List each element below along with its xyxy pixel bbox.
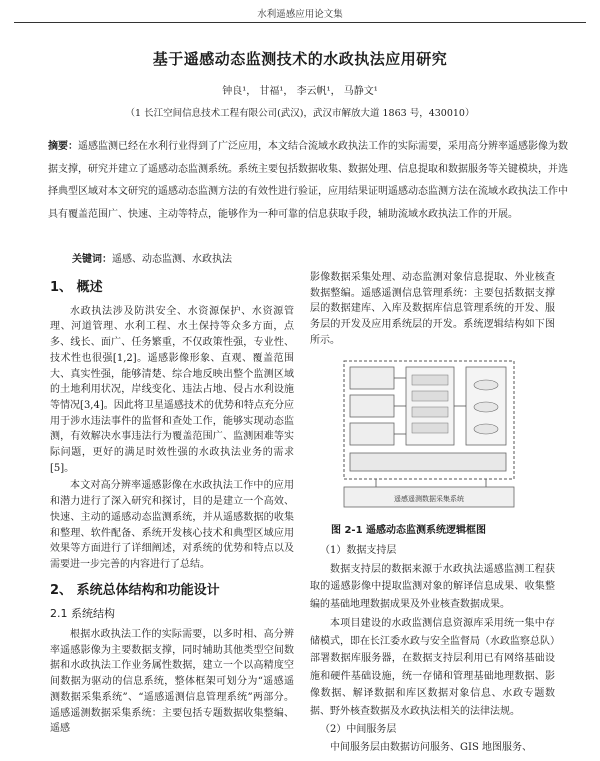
diagram-database-2 xyxy=(474,402,498,412)
diagram-box-2 xyxy=(350,395,394,417)
diagram-box-3 xyxy=(350,423,394,445)
header-rule xyxy=(14,22,586,23)
section-1-paragraph-2: 本文对高分辨率遥感影像在水政执法工作中的应用和潜力进行了深入研究和探讨，目的是建立一个高效、快速、主动的遥感动态监测系统，并从遥感数据的收集和整理、软件配备、系统开发核心技术和典型区域应用效果等方面进行了详细阐述，对系统的优势和特点以及需要进一步完善的内容进行了总结。 xyxy=(50,480,294,570)
diagram-database-3 xyxy=(474,424,498,434)
diagram-middle-item-4 xyxy=(412,423,448,433)
authors: 钟良¹， 甘福¹， 李云帆¹， 马静文¹ xyxy=(222,86,378,97)
abstract-text: 遥感监测已经在水利行业得到了广泛应用，本文结合流域水政执法工作的实际需要，采用高分辨率遥感影像为数据支撑，研究并建立了遥感动态监测系统。系统主要包括数据收集、数据处理、信息提取和数据服务等关键模块，并选择典型区域对本文研究的遥感动态监测方法的有效性进行验证，应用结果证明遥感动态监测方法在流域水政执法工作中具有覆盖范围广、快速、主动等特点，能够作为一种可靠的信息获取手段，辅助流域水政执法工作的开展。 xyxy=(48,141,568,220)
diagram-bottom-band xyxy=(350,453,506,471)
affiliation: （1 长江空间信息技术工程有限公司(武汉)，武汉市解放大道 1863 号，430010） xyxy=(125,108,475,119)
section-2-heading: 2、 系统总体结构和功能设计 xyxy=(50,582,220,598)
system-logic-diagram xyxy=(336,355,536,521)
diagram-footer-label: 遥感遥测数据采集系统 xyxy=(394,494,464,503)
abstract-label: 摘要： xyxy=(48,141,78,152)
right-paragraph-top: 影像数据采集处理、动态监测对象信息提取、外业核查数据整编。遥感遥测信息管理系统：主要包括数据支撑层的数据建库、入库及数据库信息管理系统的开发、服务层的开发及应用系统层的开发。系统逻辑结构如下图所示。 xyxy=(310,272,555,346)
right-paragraph-1: 数据支持层的数据来源于水政执法遥感监测工程获取的遥感影像中提取监测对象的解译信息成果、收集整编的基础地理数据成果及外业核查数据成果。 xyxy=(310,563,555,610)
right-paragraph-3: 中间服务层由数据访问服务、GIS 地图服务、 xyxy=(330,741,532,753)
section-2-1-heading: 2.1 系统结构 xyxy=(50,607,115,621)
right-column xyxy=(310,270,555,758)
right-paragraph-2: 本项目建设的水政监测信息资源库采用统一集中存储模式，即在长江委水政与安全监督局（水政监察总队）部署数据库服务器，在数据支持层利用已有网络基础设施和硬件基础设施，统一存储和管理基础地理数据、影像数据、解译数据和库区数据对象信息、水政专题数据、野外核查数据及水政执法相关的法律法规。 xyxy=(310,618,555,717)
abstract xyxy=(48,136,568,226)
paper-title: 基于遥感动态监测技术的水政执法应用研究 xyxy=(152,50,448,68)
keywords xyxy=(72,250,572,265)
running-head: 水利遥感应用论文集 xyxy=(257,9,343,20)
left-column xyxy=(50,270,294,739)
subsection-2-heading: （2）中间服务层 xyxy=(320,724,397,736)
diagram-middle-item-3 xyxy=(412,407,448,417)
subsection-1-heading: （1）数据支持层 xyxy=(320,544,397,556)
figure-caption: 图 2-1 遥感动态监测系统逻辑框图 xyxy=(330,525,487,537)
keywords-label: 关键词： xyxy=(72,254,112,265)
section-1-paragraph-1: 水政执法涉及防洪安全、水资源保护、水资源管理、河道管理、水利工程、水土保持等众多方面，点多、线长、面广、任务繁重，不仅政策性强，专业性、技术性也很强[1,2]。遥感影像形象、直观、覆盖范围大、真实性强，能够清楚、综合地反映出整个监测区域的土地利用状况，岸线变化、违法占地、侵占水利设施等情况[3,4]。因此将卫星遥感技术的优势和特点充分应用于涉水违法事件的监督和查处工作，能够实现动态监测，有效解决水事违法行为覆盖范围广、监测困难等实际问题，更好的满足时效性强的水政执法业务的需求[5]。 xyxy=(50,305,294,474)
section-1-heading: 1、 概述 xyxy=(50,280,103,295)
section-2-1-paragraph: 根据水政执法工作的实际需要，以多时相、高分辨率遥感影像为主要数据支撑，同时辅助其他类型空间数据和水政执法工作业务属性数据，建立一个以高精度空间数据为驱动的信息系统，整体框架可划分为“遥感遥测数据采集系统”、“遥感遥测信息管理系统”两部分。遥感遥测数据采集系统：主要包括专题数据收集整编、遥感 xyxy=(50,629,294,735)
diagram-box-1 xyxy=(350,367,394,389)
keywords-text: 遥感、动态监测、水政执法 xyxy=(112,254,232,265)
diagram-database-1 xyxy=(474,380,498,390)
system-logic-diagram-graphic xyxy=(336,355,536,515)
diagram-middle-item-2 xyxy=(412,391,448,401)
diagram-middle-item-1 xyxy=(412,375,448,385)
